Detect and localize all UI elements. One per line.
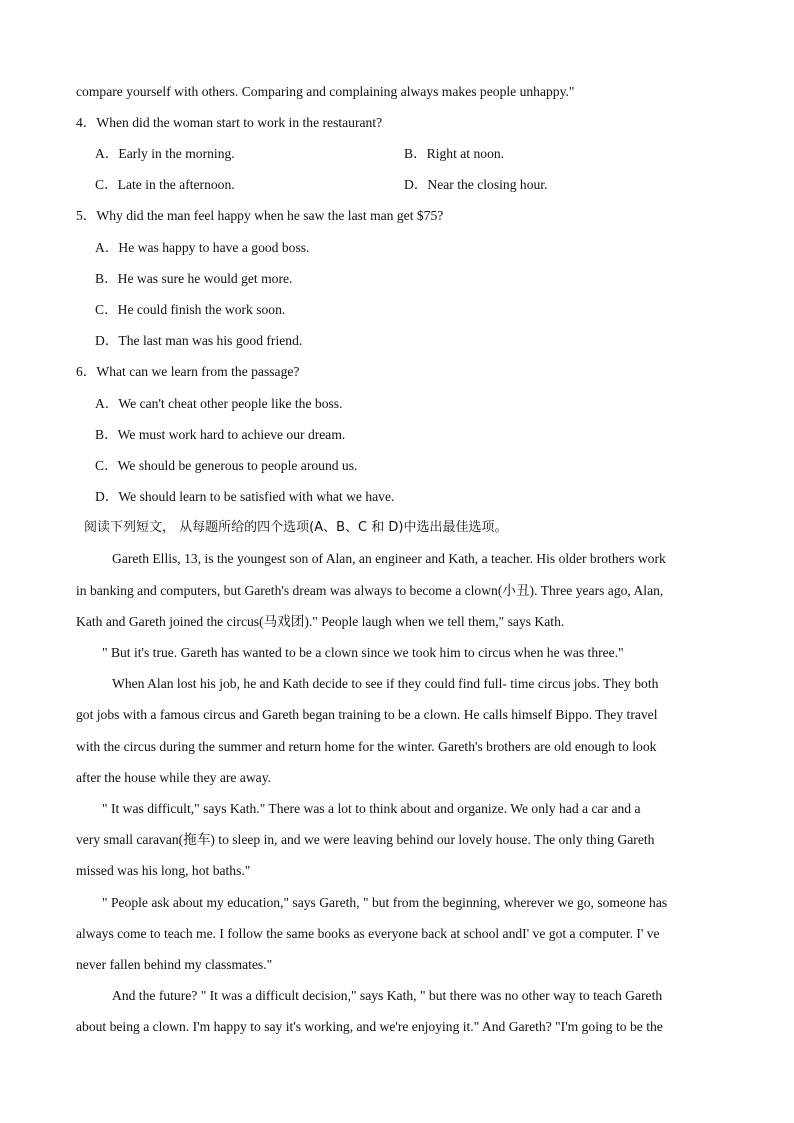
question-4-option-b: B．Right at noon.: [404, 146, 505, 161]
question-5-option-b: B．He was sure he would get more.: [95, 271, 293, 286]
passage-b-line-1: Gareth Ellis, 13, is the youngest son of Alan, an engineer and Kath, a teacher. His older brothers work: [112, 551, 666, 566]
passage-b-line-10: very small caravan(拖车) to sleep in, and we were leaving behind our lovely house. The only thing Gareth: [76, 832, 655, 847]
section-instruction: 阅读下列短文， 从每题所给的四个选项(A、B、C 和 D)中选出最佳选项。: [84, 520, 508, 535]
question-6-option-b: B．We must work hard to achieve our dream.: [95, 427, 346, 442]
passage-b-line-7: with the circus during the summer and return home for the winter. Gareth's brothers are old enough to look: [76, 739, 657, 754]
question-6-stem: 6．What can we learn from the passage?: [76, 364, 300, 379]
question-4-stem: 4．When did the woman start to work in the restaurant?: [76, 115, 383, 130]
passage-b-line-9: " It was difficult," says Kath." There was a lot to think about and organize. We only had a car and a: [102, 801, 641, 816]
passage-b-line-2: in banking and computers, but Gareth's dream was always to become a clown(小丑). Three years ago, Alan,: [76, 583, 664, 598]
question-6-option-c: C．We should be generous to people around us.: [95, 458, 358, 473]
passage-b-line-8: after the house while they are away.: [76, 770, 272, 785]
passage-a-tail: compare yourself with others. Comparing and complaining always makes people unhappy.": [76, 84, 575, 99]
question-5-option-a: A．He was happy to have a good boss.: [95, 240, 310, 255]
question-5-stem: 5．Why did the man feel happy when he saw the last man get $75?: [76, 208, 444, 223]
passage-b-line-13: always come to teach me. I follow the same books as everyone back at school andI' ve got a computer. I' ve: [76, 926, 660, 941]
passage-b-line-4: " But it's true. Gareth has wanted to be a clown since we took him to circus when he was three.": [102, 645, 624, 660]
question-6-option-a: A．We can't cheat other people like the boss.: [95, 396, 343, 411]
question-4-option-d: D．Near the closing hour.: [404, 177, 548, 192]
passage-b-line-11: missed was his long, hot baths.": [76, 863, 251, 878]
passage-b-line-16: about being a clown. I'm happy to say it's working, and we're enjoying it." And Gareth? "I'm going to be the: [76, 1019, 663, 1034]
question-4-option-a: A．Early in the morning.: [95, 146, 235, 161]
question-6-option-d: D．We should learn to be satisfied with what we have.: [95, 489, 395, 504]
question-5-option-c: C．He could finish the work soon.: [95, 302, 286, 317]
passage-b-line-14: never fallen behind my classmates.": [76, 957, 273, 972]
passage-b-line-5: When Alan lost his job, he and Kath decide to see if they could find full- time circus jobs. They both: [112, 676, 659, 691]
question-5-option-d: D．The last man was his good friend.: [95, 333, 303, 348]
passage-b-line-6: got jobs with a famous circus and Gareth began training to be a clown. He calls himself Bippo. They travel: [76, 707, 658, 722]
question-4-option-c: C．Late in the afternoon.: [95, 177, 235, 192]
passage-b-line-15: And the future? " It was a difficult decision," says Kath, " but there was no other way to teach Gareth: [112, 988, 663, 1003]
passage-b-line-3: Kath and Gareth joined the circus(马戏团)." People laugh when we tell them," says Kath.: [76, 614, 565, 629]
passage-b-line-12: " People ask about my education," says Gareth, " but from the beginning, wherever we go, someone has: [102, 895, 668, 910]
